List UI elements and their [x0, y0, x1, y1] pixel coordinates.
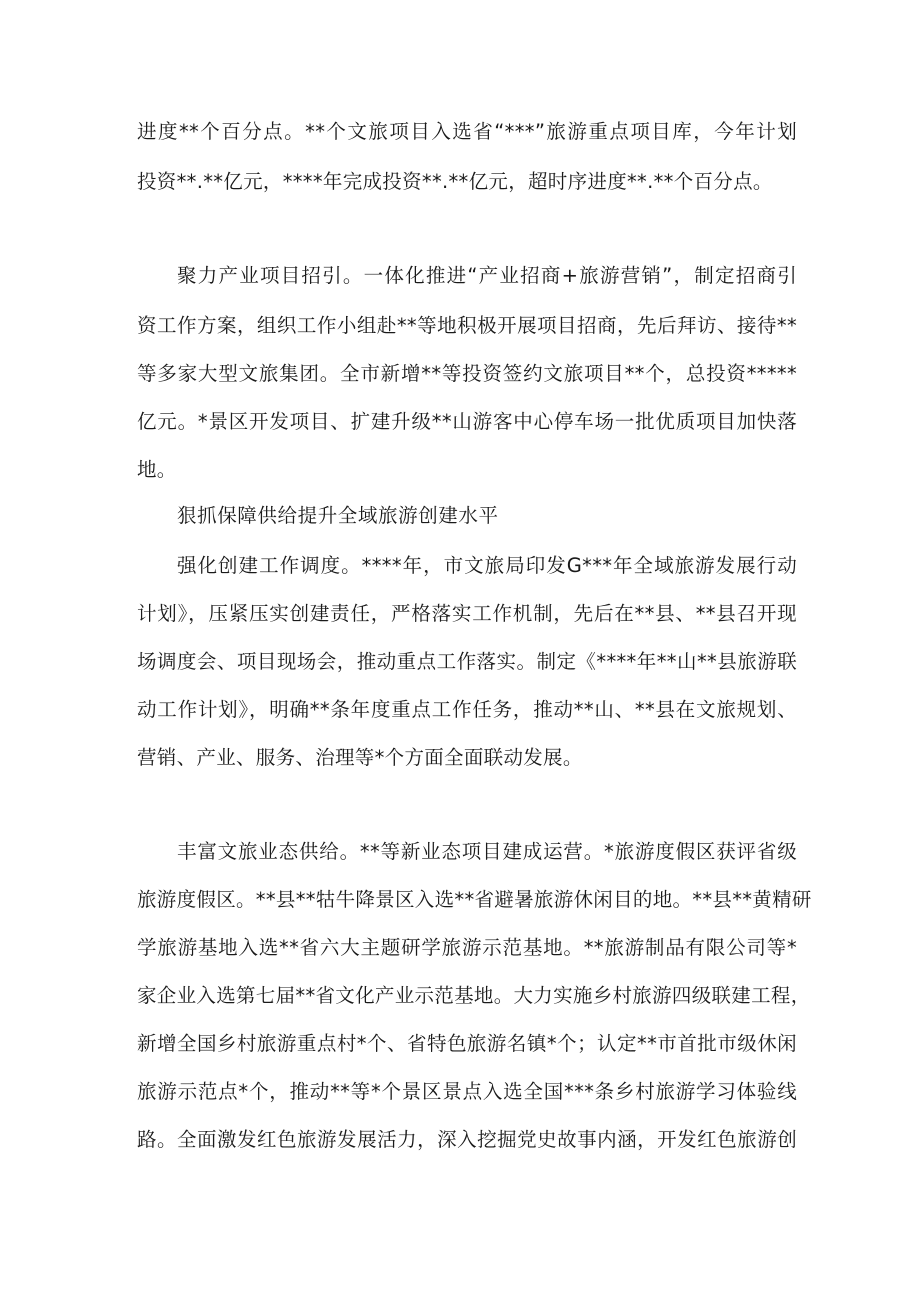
text-line: 学旅游基地入选**省六大主题研学旅游示范基地。**旅游制品有限公司等* — [137, 936, 797, 959]
text-line: 资工作方案，组织工作小组赴**等地积极开展项目招商，先后拜访、接待** — [137, 314, 797, 337]
text-line: 地。 — [137, 458, 177, 481]
text-line: 营销、产业、服务、治理等*个方面全面联动发展。 — [137, 746, 583, 769]
text-line: 家企业入选第七届**省文化产业示范基地。大力实施乡村旅游四级联建工程， — [137, 984, 811, 1007]
text-line: 旅游度假区。**县**牯牛降景区入选**省避暑旅游休闲目的地。**县**黄精研 — [137, 888, 812, 911]
text-line: 旅游示范点*个，推动**等*个景区景点入选全国***条乡村旅游学习体验线 — [137, 1080, 797, 1103]
section-heading: 狠抓保障供给提升全域旅游创建水平 — [177, 504, 499, 527]
text-line: 新增全国乡村旅游重点村*个、省特色旅游名镇*个；认定**市首批市级休闲 — [137, 1032, 797, 1055]
text-line: 亿元。*景区开发项目、扩建升级**山游客中心停车场一批优质项目加快落 — [137, 410, 797, 433]
text-line: 强化创建工作调度。****年，市文旅局印发G***年全域旅游发展行动 — [177, 554, 797, 577]
text-line: 场调度会、项目现场会，推动重点工作落实。制定《****年**山**县旅游联 — [137, 650, 797, 673]
text-line: 进度**个百分点。**个文旅项目入选省“***”旅游重点项目库，今年计划 — [137, 120, 797, 143]
text-line: 丰富文旅业态供给。**等新业态项目建成运营。*旅游度假区获评省级 — [177, 840, 797, 863]
text-line: 投资**.**亿元，****年完成投资**.**亿元，超时序进度**.**个百分点。 — [137, 170, 773, 193]
text-line: 计划》，压紧压实创建责任，严格落实工作机制，先后在**县、**县召开现 — [137, 602, 797, 625]
text-line: 等多家大型文旅集团。全市新增**等投资签约文旅项目**个，总投资***** — [137, 362, 797, 385]
text-line: 路。全面激发红色旅游发展活力，深入挖掘党史故事内涵，开发红色旅游创 — [137, 1128, 797, 1151]
text-line: 聚力产业项目招引。一体化推进“产业招商+旅游营销”，制定招商引 — [177, 264, 797, 287]
text-line: 动工作计划》，明确**条年度重点工作任务，推动**山、**县在文旅规划、 — [137, 698, 797, 721]
